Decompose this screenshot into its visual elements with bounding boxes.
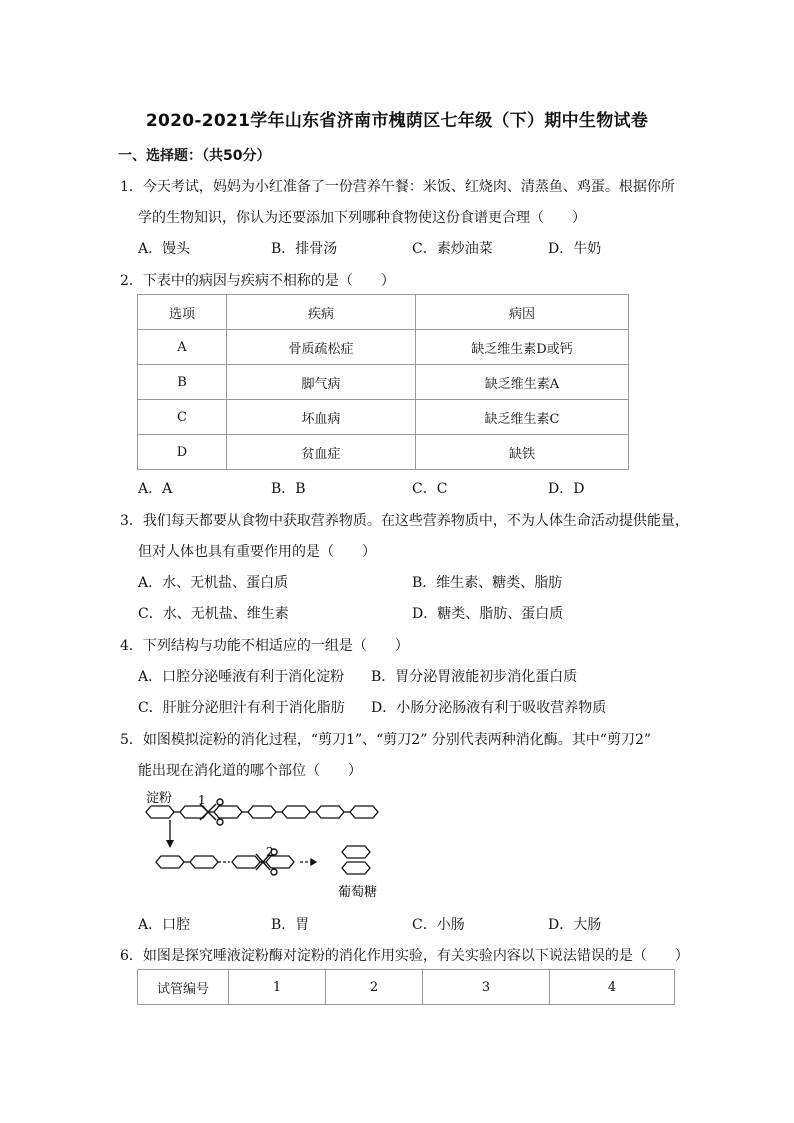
scissor-1-label: 1 — [198, 793, 206, 807]
q1-option-b: B．排骨汤 — [271, 241, 338, 257]
q2-cell: 坏血病 — [227, 400, 416, 435]
q1-text-line2: 学的生物知识，你认为还要添加下列哪种食物使这份食谱更合理（ ） — [138, 210, 586, 226]
glucose-unit — [316, 806, 344, 818]
starch-label: 淀粉 — [146, 791, 173, 806]
q2-header-option: 选项 — [138, 295, 227, 330]
glucose-unit — [248, 806, 276, 818]
scissor-2-label: 2 — [266, 845, 274, 859]
q2-text-line1: 2．下表中的病因与疾病不相称的是（ ） — [120, 273, 395, 289]
q2-cell: 缺乏维生素A — [416, 365, 629, 400]
table-row — [138, 435, 629, 470]
glucose-unit — [156, 856, 184, 868]
q5-option-c: C．小肠 — [412, 917, 465, 933]
q2-cell: D — [138, 435, 227, 470]
starch-chain — [146, 806, 378, 818]
q2-cell: 缺乏维生素D或钙 — [416, 330, 629, 365]
q2-cell: 贫血症 — [227, 435, 416, 470]
q1-option-a: A．馒头 — [138, 241, 191, 257]
q2-option-c: C．C — [412, 481, 448, 497]
q5-text-line1: 5．如图模拟淀粉的消化过程，“剪刀1”、“剪刀2” 分别代表两种消化酶。其中“剪刀2” — [120, 732, 652, 748]
q3-option-d: D．糖类、脂肪、蛋白质 — [412, 606, 564, 622]
glucose-unit — [214, 806, 242, 818]
q2-option-d: D．D — [548, 481, 585, 497]
q2-header-cause: 病因 — [416, 295, 629, 330]
q4-text-line1: 4．下列结构与功能不相适应的一组是（ ） — [120, 638, 409, 654]
q4-option-b: B．胃分泌胃液能初步消化蛋白质 — [371, 669, 578, 685]
q5-option-b: B．胃 — [271, 917, 310, 933]
q2-cell: A — [138, 330, 227, 365]
q4-option-d: D．小肠分泌肠液有利于吸收营养物质 — [371, 700, 607, 716]
glucose-unit — [146, 806, 174, 818]
q4-option-c: C．肝脏分泌胆汁有利于消化脂肪 — [138, 700, 345, 716]
table-row — [138, 970, 675, 1005]
glucose-label: 葡萄糖 — [338, 885, 378, 900]
q2-cell: B — [138, 365, 227, 400]
q1-option-c: C．素炒油菜 — [412, 241, 493, 257]
q2-option-a: A．A — [138, 481, 173, 497]
q2-table — [137, 294, 629, 470]
section-heading: 一、选择题：（共50分） — [118, 148, 271, 164]
q4-option-a: A．口腔分泌唾液有利于消化淀粉 — [138, 669, 345, 685]
q2-cell: 缺铁 — [416, 435, 629, 470]
glucose-unit — [190, 856, 218, 868]
q2-cell: 脚气病 — [227, 365, 416, 400]
q6-text-line1: 6．如图是探究唾液淀粉酶对淀粉的消化作用实验，有关实验内容以下说法错误的是（ ） — [120, 948, 689, 964]
q2-cell: 缺乏维生素C — [416, 400, 629, 435]
q6-cell: 2 — [326, 970, 423, 1005]
q3-option-a: A．水、无机盐、蛋白质 — [138, 575, 289, 591]
q6-cell: 4 — [550, 970, 675, 1005]
q5-option-a: A．口腔 — [138, 917, 191, 933]
glucose-unit — [342, 846, 370, 858]
q3-text-line1: 3．我们每天都要从食物中获取营养物质。在这些营养物质中，不为人体生命活动提供能量， — [120, 513, 689, 529]
q3-option-c: C．水、无机盐、维生素 — [138, 606, 289, 622]
q3-option-b: B．维生素、糖类、脂肪 — [412, 575, 563, 591]
q6-table — [137, 969, 675, 1005]
glucose-molecules — [342, 846, 370, 874]
q5-option-d: D．大肠 — [548, 917, 602, 933]
table-row — [138, 400, 629, 435]
q2-cell: 骨质疏松症 — [227, 330, 416, 365]
q1-option-d: D．牛奶 — [548, 241, 602, 257]
table-row — [138, 295, 629, 330]
q6-cell: 3 — [423, 970, 550, 1005]
q1-text-line1: 1．今天考试，妈妈为小红准备了一份营养午餐：米饭、红烧肉、清蒸鱼、鸡蛋。根据你所 — [120, 179, 675, 195]
q5-text-line2: 能出现在消化道的哪个部位（ ） — [138, 763, 362, 779]
q2-header-disease: 疾病 — [227, 295, 416, 330]
glucose-unit — [232, 856, 260, 868]
q6-header-tube: 试管编号 — [138, 970, 229, 1005]
table-row — [138, 330, 629, 365]
glucose-unit — [350, 806, 378, 818]
table-row — [138, 365, 629, 400]
q2-cell: C — [138, 400, 227, 435]
arrow-down-icon — [166, 820, 174, 848]
maltose-chain — [156, 856, 316, 868]
q2-option-b: B．B — [271, 481, 306, 497]
exam-title: 2020-2021学年山东省济南市槐荫区七年级（下）期中生物试卷 — [145, 111, 649, 131]
glucose-unit — [282, 806, 310, 818]
starch-digestion-diagram — [140, 786, 400, 904]
q3-text-line2: 但对人体也具有重要作用的是（ ） — [138, 544, 376, 560]
glucose-unit — [342, 862, 370, 874]
q6-cell: 1 — [229, 970, 326, 1005]
